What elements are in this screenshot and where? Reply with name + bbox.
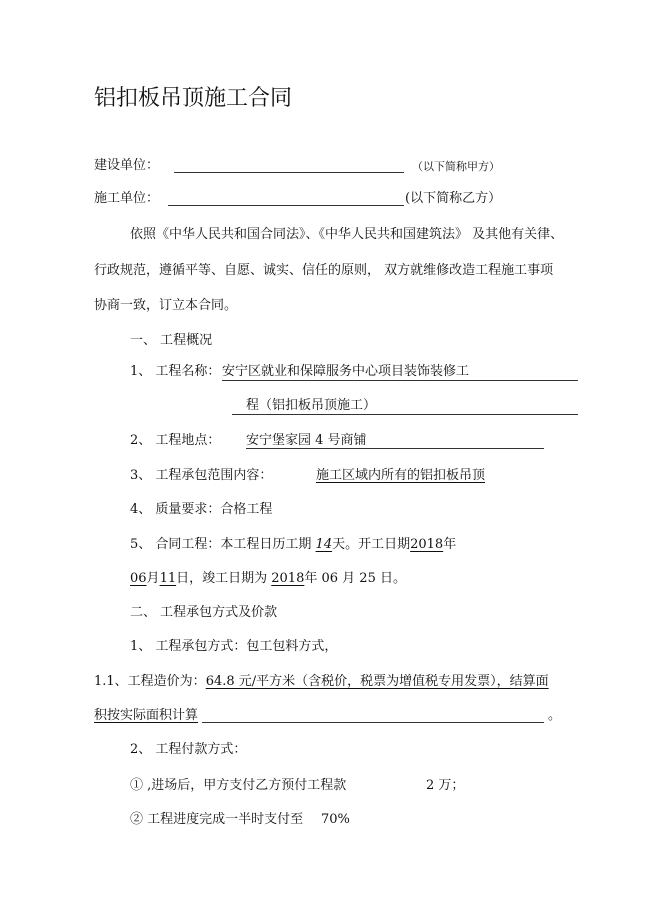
project-scope-value: 施工区域内所有的铝扣板吊顶 <box>316 468 486 483</box>
builder-label: 建设单位： <box>94 158 160 173</box>
quality-requirement: 4、 质量要求：合格工程 <box>130 502 273 517</box>
section1-heading: 一、 工程概况 <box>130 333 213 348</box>
payment-item-1-amount: 2 万； <box>426 778 465 793</box>
document-title: 铝扣板吊顶施工合同 <box>94 86 293 111</box>
contractor-label: 施工单位： <box>94 191 160 206</box>
builder-note: （以下简称甲方） <box>412 160 500 173</box>
project-name-underline-1 <box>222 380 578 381</box>
payment-item-2-amount: 70% <box>321 812 350 827</box>
start-month-char: 月 <box>146 571 160 586</box>
start-day: 11 <box>159 571 177 586</box>
payment-item-1: ① ,进场后，甲方支付乙方预付工程款 <box>130 778 347 793</box>
area-value: 积按实际面积计算 <box>94 708 199 723</box>
start-year-char: 年 <box>443 537 457 552</box>
project-location-value: 安宁堡家园 4 号商铺 <box>246 433 367 448</box>
intro-line-1: 依照《中华人民共和国合同法》、《中华人民共和国建筑法》 及其他有关律、 <box>130 227 564 242</box>
project-name-value-1: 安宁区就业和保障服务中心项目装饰装修工 <box>222 364 470 379</box>
intro-line-2: 行政规范，遵循平等、自愿、诚实、信任的原则， 双方就维修改造工程施工事项 <box>94 263 554 278</box>
project-name-underline-2 <box>232 414 578 415</box>
project-name-value-2: 程（铝扣板吊顶施工） <box>246 398 377 413</box>
area-underline <box>202 722 544 723</box>
project-name-label: 1、 工程名称： <box>130 364 221 379</box>
project-scope-label: 3、 工程承包范围内容： <box>130 468 273 483</box>
start-month: 06 <box>130 571 147 586</box>
start-year: 2018 <box>410 537 444 552</box>
finish-rest: 年 06 月 25 日。 <box>304 571 406 586</box>
intro-line-3: 协商一致，订立本合同。 <box>94 298 238 313</box>
contract-mode: 1、 工程承包方式：包工包料方式， <box>130 639 338 654</box>
section2-heading: 二、 工程承包方式及价款 <box>130 605 278 620</box>
period-mid: 天。开工日期 <box>332 537 411 552</box>
contract-dates-line <box>130 570 406 588</box>
period-prefix: 5、 合同工程：本工程日历工期 <box>130 537 316 552</box>
contractor-blank[interactable] <box>168 205 404 206</box>
finish-year: 2018 <box>271 571 305 586</box>
project-location-underline <box>246 448 544 449</box>
period-days: 14 <box>315 537 333 552</box>
payment-item-2: ② 工程进度完成一半时支付至 <box>130 812 304 827</box>
price-value: 64.8 元/平方米（含税价，税票为增值税专用发票），结算面 <box>205 674 549 689</box>
price-label: 1.1、工程造价为： <box>94 674 206 689</box>
contract-period-line <box>130 536 456 554</box>
project-location-label: 2、 工程地点： <box>130 433 221 448</box>
builder-blank[interactable] <box>174 172 404 173</box>
finish-prefix: 日，竣工日期为 <box>176 571 268 586</box>
contractor-note: (以下简称乙方） <box>405 191 502 206</box>
price-line <box>94 673 549 691</box>
payment-heading: 2、 工程付款方式： <box>130 742 247 757</box>
area-end: 。 <box>548 708 562 723</box>
